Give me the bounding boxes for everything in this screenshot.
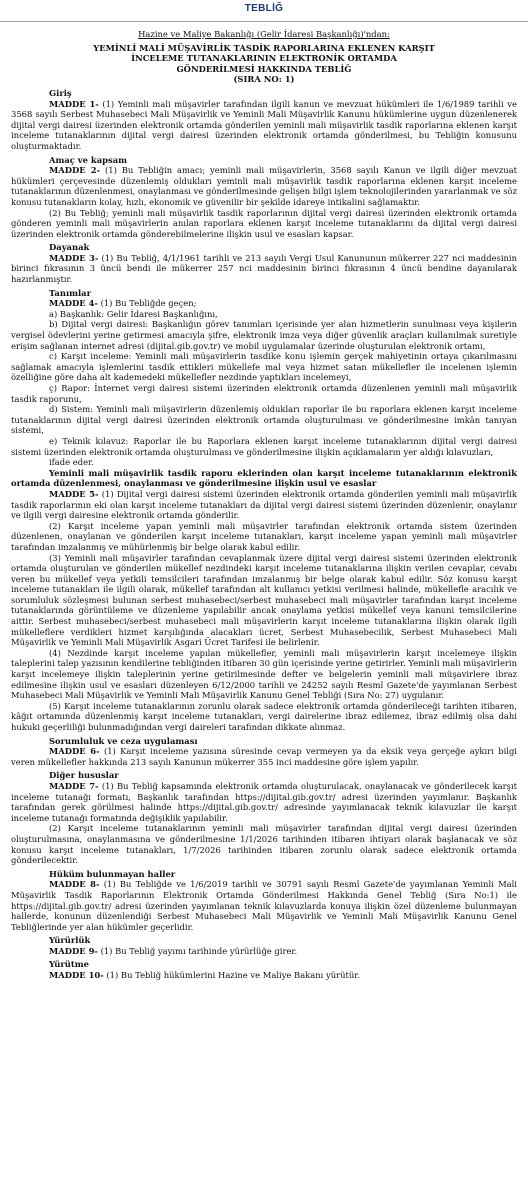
article-text: (3) Yeminli mali müşavirler tarafından cevaplanmak üzere dijital vergi dairesi sistemi üzerinden elektronik ortamda oluşturulan ve gönderilen mükellef nezdindeki karşıt inceleme tutanaklarına ilişkin verilen cevaplar, cevabı veren bu mükellef veya yetkili temsilcileri tarafından imzalanmış bir belge olarak kabul edilir. Söz konusu karşıt inceleme tutanakları ile ilgili olarak, mükellef tarafından alt kullanıcı yetkisi verilmesi halinde, mükellefle aracılık ve sorumluluk sözleşmesi bulunan serbest muhasebeci/serbest muhasebeci mali müşavirler tarafından karşıt inceleme tutanaklarında görüntüleme ve düzenleme yapılabilir ancak onaylama yetkisi mükellef veya kanuni temsilcilerine aittir. Serbest muhasebeci/serbest muhasebeci mali müşavirlerin karşıt inceleme tutanaklarına ilişkin olarak ilgili mükelleflere verdikleri hizmet karşılığında alacakları ücret, Serbest Muhasebecilik, Serbest Muhasebeci Mali Müşavirlik ve Yeminli Mali Müşavirlik Asgari Ücret Tarifesi ile belirlenir. (11, 552, 517, 648)
article-text: (1) Bu Tebliğde geçen; (97, 298, 197, 309)
article-number: MADDE 1- (49, 98, 99, 109)
article-number: MADDE 4- (49, 298, 98, 309)
header-bar (0, 0, 528, 22)
article-text: (1) Bu Tebliğin amacı; yeminli mali müşavirlerin, 3568 sayılı Kanun ve ilgili diğer mevzuat hükümleri çerçevesinde düzenlemiş oldukları yeminli mali müşavirlik tasdik raporlarına eklenen karşıt inceleme tutanaklarının düzenlenmesi, onaylanması ve gönderilmesinde gelişen bilgi işlem teknolojilerinden yararlanmak ve söz konusu tutanakların kolay, hızlı, ekonomik ve güvenilir bir şekilde idareye intikalini sağlamaktır. (11, 165, 517, 207)
article-text: (1) Bu Tebliğde ve 1/6/2019 tarihli ve 30791 sayılı Resmî Gazete'de yayımlanan Yeminli Mali Müşavirlik Tasdik Raporlarının Elektronik Ortamda Gönderilmesi Hakkında Genel Tebliğ (Sıra No:1) ile https://dijital.gib.gov.tr/ adresi üzerinden yayımlanan teknik kılavuzlarda konuya ilişkin özel düzenleme bulunmayan hallerde, konunun düzenlendiği Serbest Muhasebeci Mali Müşavirlik ve Yeminli Mali Müşavirlik Kanunu Genel Tebliğlerinde yer alan hükümler geçerlidir. (11, 879, 517, 932)
section-heading: Yürütme (49, 959, 89, 970)
section-heading: Yürürlük (49, 935, 91, 946)
document-title (11, 43, 517, 85)
article-list (11, 88, 517, 981)
section-heading-long: Yeminli mali müşavirlik tasdik raporu eklerinden olan karşıt inceleme tutanaklarının elektronik ortamda düzenlenmesi, onaylanması ve gönderilmesine ilişkin usul ve esaslar (11, 467, 517, 489)
article-number: MADDE 3- (49, 252, 99, 263)
article-number: MADDE 2- (49, 165, 101, 176)
title-line: GÖNDERİLMESİ HAKKINDA TEBLİĞ (176, 63, 352, 74)
issuing-authority: Hazine ve Maliye Bakanlığı (Gelir İdaresi Başkanlığı)'ndan: (138, 29, 390, 39)
article-paragraph (11, 648, 517, 701)
document-body (11, 29, 517, 981)
article-paragraph (11, 99, 517, 152)
article-number: MADDE 10- (49, 970, 104, 981)
article-text: (2) Karşıt inceleme tutanaklarının yeminli mali müşavirler tarafından dijital vergi dairesi üzerinden oluşturulmasına, onaylanmasına ve gönderilmesine 1/1/2026 tarihinden itibaren ihtiyari olarak başlanacak ve söz konusu karşıt inceleme tutanakları, 1/7/2026 tarihinden itibaren zorunlu olarak sadece elektronik ortamda gönderilecektir. (11, 823, 517, 866)
article-paragraph (11, 521, 517, 553)
article-paragraph (11, 489, 517, 521)
article-text: b) Dijital vergi dairesi: Başkanlığın görev tanımları içerisinde yer alan hizmetlerin sunulması veya kişilerin vergisel ödevlerini yerine getirmesi amacıyla şifre, elektronik imza veya diğer güvenlik araçları kullanılmak suretiyle erişim sağlanan internet adresi (dijital.gib.gov.tr) ve mobil uygulamalar üzerinde oluşturulan elektronik ortamı, (11, 319, 517, 351)
article-text: d) Sistem: Yeminli mali müşavirlerin düzenlemiş oldukları raporlar ile bu raporlara eklenen karşıt inceleme tutanaklarının dijital vergi dairesi üzerinden elektronik ortamda oluşturulması ve gönderilmesine imkân tanıyan sistemi, (11, 404, 517, 436)
article-paragraph (11, 383, 517, 404)
article-text: (1) Bu Tebliğ kapsamında elektronik ortamda oluşturulacak, onaylanacak ve gönderilecek karşıt inceleme tutanağı formatı, Başkanlık tarafından https://dijital.gib.gov.tr/ adresi üzerinden yayımlanır. Başkanlık tarafından gerek görülmesi halinde https://dijital.gib.gov.tr/ adresinde yayımlanacak teknik kılavuzlar ile karşıt inceleme tutanağı formatında değişiklik yapılabilir. (11, 780, 517, 823)
title-line: (SIRA NO: 1) (233, 74, 295, 85)
article-text: (1) Bu Tebliğ hükümlerini Hazine ve Maliye Bakanı yürütür. (103, 970, 361, 981)
article-text: (1) Bu Tebliğ, 4/1/1961 tarihli ve 213 sayılı Vergi Usul Kanununun mükerrer 227 nci maddesinin birinci fıkrasının 3 üncü bendi ile mükerrer 257 nci maddesinin birinci fıkrasının 4 üncü bendine dayanılarak hazırlanmıştır. (11, 252, 517, 285)
article-text: ç) Rapor: İnternet vergi dairesi sistemi üzerinden elektronik ortamda düzenlenen yeminli mali müşavirlik tasdik raporunu, (11, 383, 517, 404)
section-heading: Giriş (49, 87, 72, 98)
article-number: MADDE 8- (49, 879, 100, 890)
article-paragraph (11, 553, 517, 648)
article-paragraph (11, 879, 517, 932)
article-text: (4) Nezdinde karşıt inceleme yapılan mükellefler, yeminli mali müşavirlerin karşıt incelemeye ilişkin taleplerini talep yazısının kendilerine tebliğinden itibaren 30 gün içerisinde yerine getirirler. Yeminli mali müşavirlerin karşıt incelemeye ilişkin taleplerinin yerine getirilmesinde defter ve belgelerin yeminli mali müşavirlere ibraz edilmesine ilişkin usul ve esasları düzenleyen 6/12/2000 tarihli ve 24252 sayılı Resmî Gazete'de yayımlanan Serbest Muhasebeci Mali Müşavirlik ve Yeminli Mali Müşavirlik Kanunu Genel Tebliği (Sıra No: 27) uygulanır. (11, 647, 517, 701)
article-paragraph (11, 436, 517, 457)
article-text: (1) Yeminli mali müşavirler tarafından ilgili kanun ve mevzuat hükümleri ile 1/6/1989 tarihli ve 3568 sayılı Serbest Muhasebeci Mali Müşavirlik ve Yeminli Mali Müşavirlik Kanunu hükümlerine uygun düzenlenerek dijital vergi dairesi üzerinden elektronik ortamda gönderilen yeminli mali müşavirlik tasdik raporlarına eklenen karşıt inceleme tutanaklarının dijital vergi dairesi üzerinden elektronik ortamda gönderilmesi, bu Tebliğin konusunu oluşturmaktadır. (11, 98, 517, 151)
article-paragraph (11, 746, 517, 767)
article-paragraph (11, 165, 517, 207)
title-line: İNCELEME TUTANAKLARININ ELEKTRONİK ORTAMDA (131, 53, 397, 64)
article-paragraph (11, 319, 517, 351)
article-paragraph (11, 457, 517, 468)
document-type-label: TEBLİĞ (244, 3, 284, 14)
article-text: (5) Karşıt inceleme tutanaklarının zorunlu olarak sadece elektronik ortamda gönderileceği tarihten itibaren, kâğıt ortamında düzenlenmiş karşıt inceleme tutanakları, vergi dairelerine ibraz edilemez, ibraz edilmiş olsa dahi hukuki geçerliliği bulunmadığından vergi daireleri tarafından dikkate alınmaz. (11, 700, 517, 732)
section-heading: Diğer hususlar (49, 770, 119, 781)
article-paragraph (11, 309, 517, 320)
section-heading: Amaç ve kapsam (49, 154, 128, 165)
section-heading: Sorumluluk ve ceza uygulaması (49, 735, 198, 746)
article-text: a) Başkanlık: Gelir İdaresi Başkanlığını, (49, 308, 218, 319)
title-line: YEMİNLİ MALİ MÜŞAVİRLİK TASDİK RAPORLARINA EKLENEN KARŞIT (93, 42, 435, 53)
section-heading: Hüküm bulunmayan haller (49, 868, 176, 879)
article-paragraph (11, 208, 517, 240)
article-number: MADDE 7- (49, 780, 99, 791)
article-paragraph (11, 970, 517, 981)
article-paragraph (11, 253, 517, 285)
article-paragraph (11, 351, 517, 383)
article-text: (1) Dijital vergi dairesi sistemi üzerinden elektronik ortamda gönderilen yeminli mali müşavirlik tasdik raporlarının eki olan karşıt inceleme tutanakları da dijital vergi dairesi sistemi üzerinden düzenlenir, onaylanır ve ilgili vergi dairesine elektronik ortamda gönderilir. (11, 488, 517, 521)
article-text: (1) Karşıt inceleme yazısına süresinde cevap vermeyen ya da eksik veya gerçeğe aykırı bilgi veren mükellefler hakkında 213 sayılı Kanunun mükerrer 355 inci maddesine göre işlem yapılır. (11, 746, 517, 767)
article-number: MADDE 6- (49, 746, 100, 757)
article-text: c) Karşıt inceleme: Yeminli mali müşavirlerin tasdike konu işlemin gerçek mahiyetinin ortaya çıkarılmasını sağlamak amacıyla işlemlerini tasdik ettikleri mükellefe mal veya hizmet satan mükellefler ile incelenen işlemin özelliğine göre daha alt kademedeki mükellefler nezdinde yaptıkları incelemeyi, (11, 351, 517, 383)
article-paragraph (11, 701, 517, 733)
article-paragraph (11, 404, 517, 436)
article-number: MADDE 5- (49, 488, 99, 499)
article-paragraph (11, 823, 517, 865)
article-text: (1) Bu Tebliğ yayımı tarihinde yürürlüğe girer. (97, 945, 298, 956)
article-paragraph (11, 946, 517, 957)
article-text: ifade eder. (49, 457, 94, 468)
article-text: e) Teknik kılavuz: Raporlar ile bu Raporlara eklenen karşıt inceleme tutanaklarının dijital vergi dairesi sistemi üzerinden elektronik ortamda oluşturulması ve gönderilmesine ilişkin açıklamaların yer aldığı kılavuzları, (11, 435, 517, 457)
article-paragraph (11, 298, 517, 309)
article-text: (2) Bu Tebliğ; yeminli mali müşavirlik tasdik raporlarının dijital vergi dairesi üzerinden elektronik ortamda gönderen yeminli mali müşavirlerin anılan raporlara eklenen karşıt inceleme tutanaklarını da dijital vergi dairesi üzerinden elektronik ortamda gönderebilmelerine ilişkin usul ve esasları kapsar. (11, 207, 517, 239)
section-heading: Tanımlar (49, 287, 92, 298)
section-heading: Dayanak (49, 242, 90, 253)
article-text: (2) Karşıt inceleme yapan yeminli mali müşavirler tarafından elektronik ortamda sistem üzerinden düzenlenen, onaylanan ve gönderilen karşıt inceleme tutanakları, karşıt inceleme yapan yeminli mali müşavirler tarafından imzalanmış ve mühürlenmiş bir belge olarak kabul edilir. (11, 520, 517, 552)
article-number: MADDE 9- (49, 945, 98, 956)
article-paragraph (11, 781, 517, 823)
